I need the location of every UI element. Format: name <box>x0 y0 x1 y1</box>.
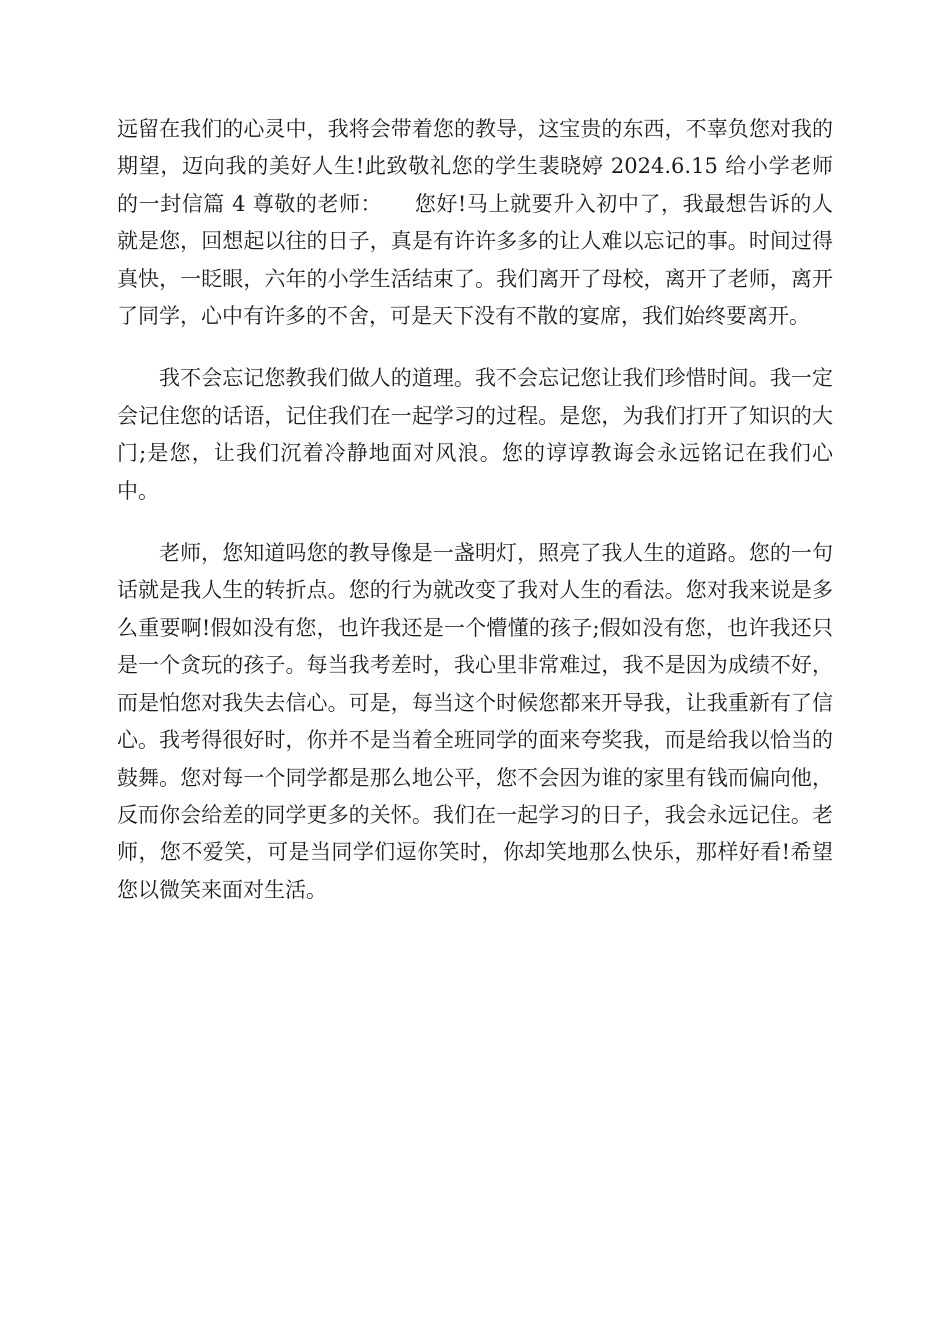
paragraph-letter-continuation: 远留在我们的心灵中，我将会带着您的教导，这宝贵的东西，不辜负您对我的期望，迈向我的美好人生!此致敬礼您的学生裴晓婷 2024.6.15 给小学老师的一封信篇 4 尊敬的老师： 您好!马上就要升入初中了，我最想告诉的人就是您，回想起以往的日子，真是有许许多多的让人难以忘记的事。时间过得真快，一眨眼，六年的小学生活结束了。我们离开了母校，离开了老师，离开了同学，心中有许多的不舍，可是天下没有不散的宴席，我们始终要离开。 <box>117 117 833 329</box>
paragraph-guiding-light: 老师，您知道吗您的教导像是一盏明灯，照亮了我人生的道路。您的一句话就是我人生的转折点。您的行为就改变了我对人生的看法。您对我来说是多么重要啊!假如没有您，也许我还是一个懵懂的孩子;假如没有您，也许我还只是一个贪玩的孩子。每当我考差时，我心里非常难过，我不是因为成绩不好，而是怕您对我失去信心。可是，每当这个时候您都来开导我，让我重新有了信心。我考得很好时，你并不是当着全班同学的面来夸奖我，而是给我以恰当的鼓舞。您对每一个同学都是那么地公平，您不会因为谁的家里有钱而偏向他，反而你会给差的同学更多的关怀。我们在一起学习的日子，我会永远记住。老师，您不爱笑，可是当同学们逗你笑时，你却笑地那么快乐，那样好看!希望您以微笑来面对生活。 <box>117 541 833 902</box>
document-body <box>117 111 833 934</box>
paragraph-teachings: 我不会忘记您教我们做人的道理。我不会忘记您让我们珍惜时间。我一定会记住您的话语，记住我们在一起学习的过程。是您，为我们打开了知识的大门;是您，让我们沉着冷静地面对风浪。您的谆谆教诲会永远铭记在我们心中。 <box>117 366 833 503</box>
